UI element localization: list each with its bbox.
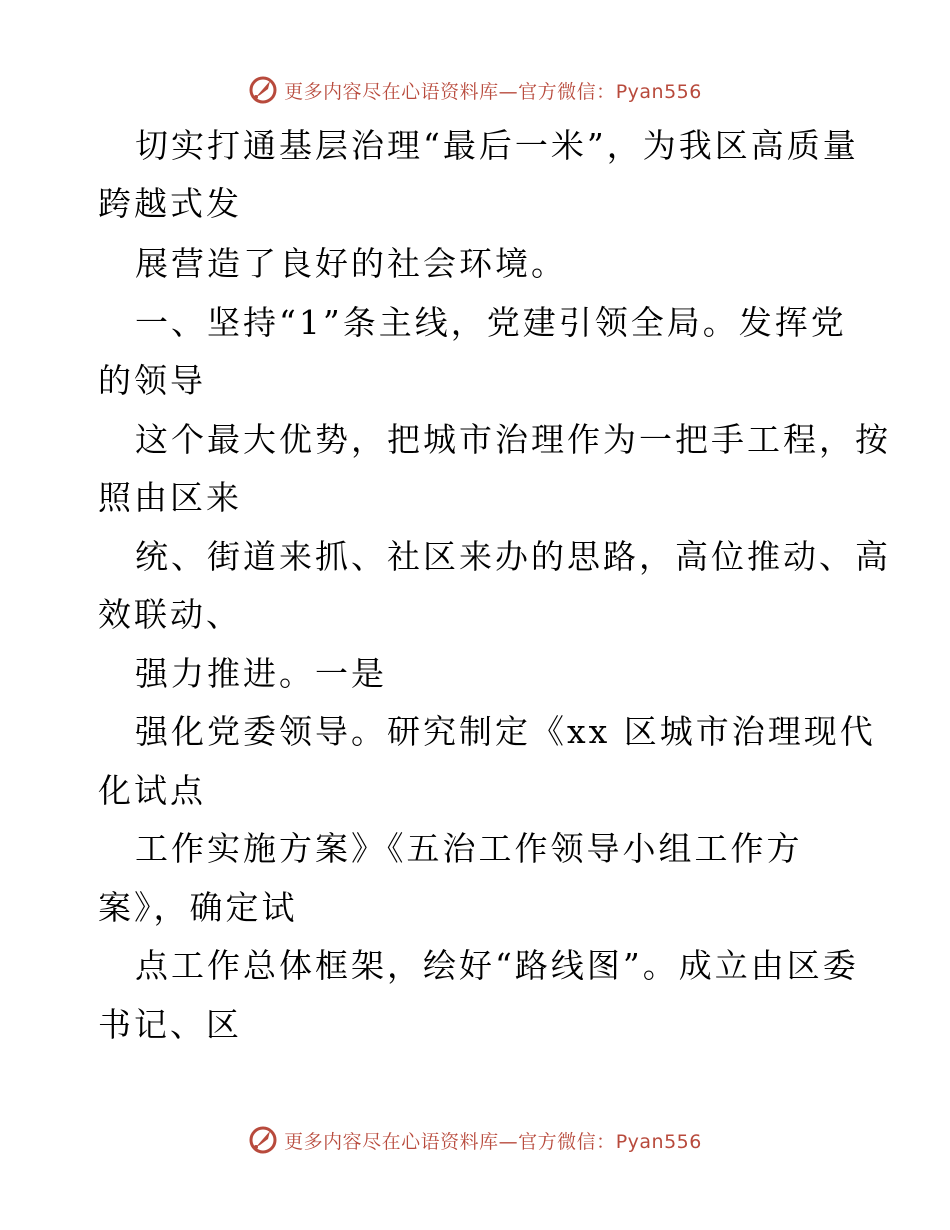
body-line: 强力推进。一是 [135,654,387,693]
body-line: 照由区来 [98,478,242,517]
body-line: 这个最大优势，把城市治理作为一把手工程，按 [135,420,891,459]
body-line: 切实打通基层治理“最后一米”，为我区高质量 [135,126,859,165]
footer-banner-text: 更多内容尽在心语资料库—官方微信：Pyan556 [284,1130,702,1153]
quill-pen-logo-icon [248,1125,278,1155]
body-line: 点工作总体框架，绘好“路线图”。成立由区委 [135,946,859,985]
body-line: 展营造了良好的社会环境。 [135,244,567,283]
body-line: 的领导 [98,361,206,400]
body-line: 强化党委领导。研究制定《xx 区城市治理现代 [135,712,876,751]
body-line: 一、坚持“1”条主线，党建引领全局。发挥党 [135,303,847,342]
header-banner-text: 更多内容尽在心语资料库—官方微信：Pyan556 [284,80,702,103]
footer-banner [0,1120,950,1160]
body-line: 统、街道来抓、社区来办的思路，高位推动、高 [135,537,891,576]
body-line: 效联动、 [98,595,242,634]
quill-pen-logo-icon [248,75,278,105]
header-banner [0,70,950,110]
body-line: 案》，确定试 [98,888,298,927]
body-line: 跨越式发 [98,184,242,223]
body-line: 工作实施方案》《五治工作领导小组工作方 [135,829,803,868]
body-line: 化试点 [98,771,206,810]
body-line: 书记、区 [98,1005,242,1044]
